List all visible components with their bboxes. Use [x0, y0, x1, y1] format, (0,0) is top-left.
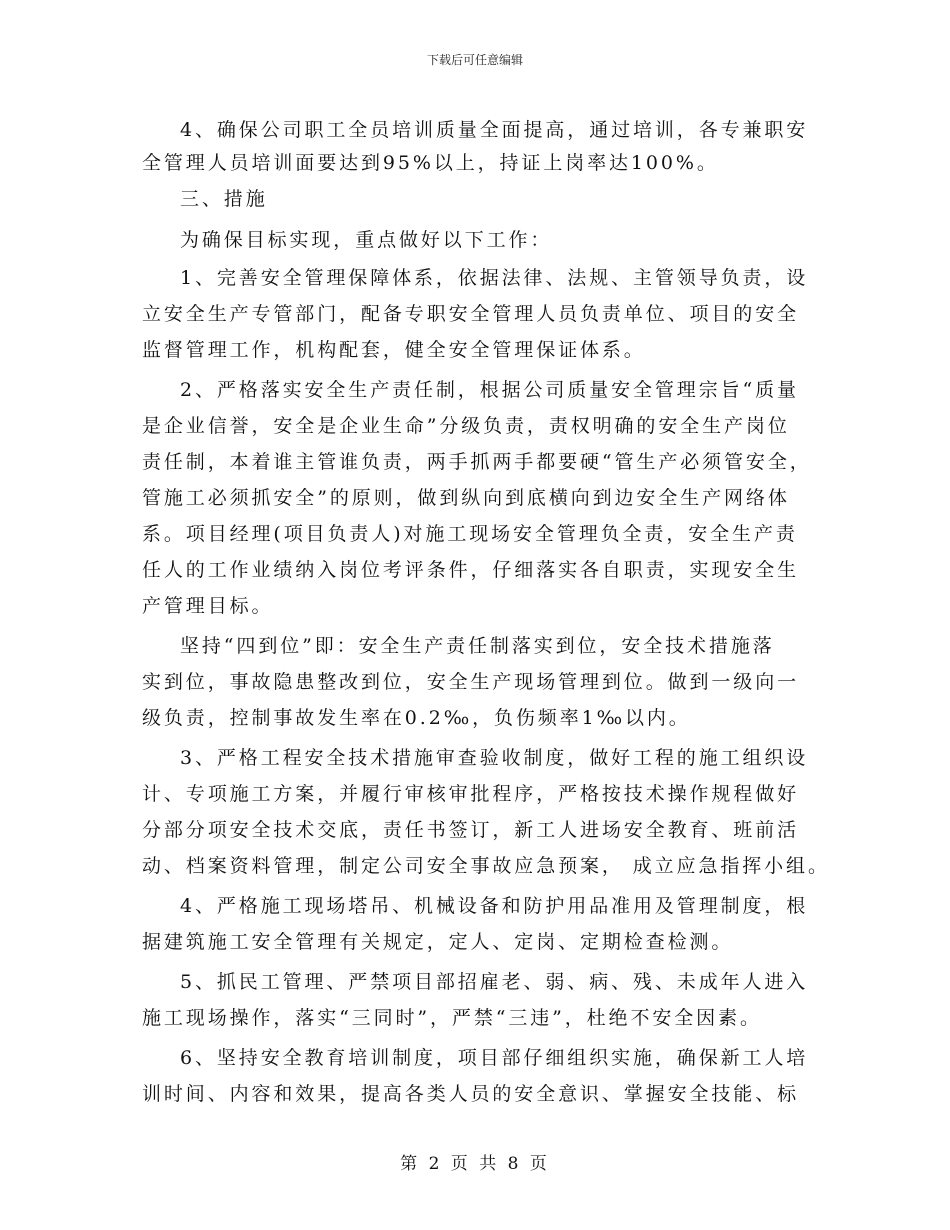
- paragraph-line: 2、严格落实安全生产责任制，根据公司质量安全管理宗旨“质量: [180, 379, 799, 401]
- paragraph-line: 4、确保公司职工全员培训质量全面提高，通过培训，各专兼职安: [180, 119, 809, 141]
- paragraph-line: 责任制，本着谁主管谁负责，两手抓两手都要硬“管生产必须管安全，: [142, 451, 812, 473]
- paragraph-line: 级负责，控制事故发生率在0.2‰，负伤频率1‰以内。: [142, 707, 691, 729]
- paragraph-line: 4、严格施工现场塔吊、机械设备和防护用品准用及管理制度，根: [180, 895, 809, 917]
- paragraph-line: 据建筑施工安全管理有关规定，定人、定岗、定期检查检测。: [142, 931, 734, 953]
- paragraph-line: 训时间、内容和效果，提高各类人员的安全意识、掌握安全技能、标: [142, 1083, 800, 1105]
- paragraph-line: 计、专项施工方案，并履行审核审批程序，严格按技术操作规程做好: [142, 783, 800, 805]
- paragraph-line: 产管理目标。: [142, 595, 274, 617]
- paragraph-line: 是企业信誉，安全是企业生命”分级负责，责权明确的安全生产岗位: [142, 415, 790, 437]
- paragraph-line: 1、完善安全管理保障体系，依据法律、法规、主管领导负责，设: [180, 267, 809, 289]
- page-header: 下载后可任意编辑: [426, 53, 523, 67]
- paragraph-line: 5、抓民工管理、严禁项目部招雇老、弱、病、残、未成年人进入: [180, 971, 809, 993]
- paragraph-line: 为确保目标实现，重点做好以下工作：: [180, 229, 553, 251]
- paragraph-line: 施工现场操作，落实“三同时”，严禁“三违”，杜绝不安全因素。: [142, 1007, 762, 1029]
- paragraph-line: 系。项目经理(项目负责人)对施工现场安全管理负全责，安全生产责: [142, 523, 798, 545]
- paragraph-line: 动、档案资料管理，制定公司安全事故应急预案， 成立应急指挥小组。: [142, 855, 830, 877]
- paragraph-line: 分部分项安全技术交底，责任书签订，新工人进场安全教育、班前活: [142, 819, 800, 841]
- paragraph-line: 实到位，事故隐患整改到位，安全生产现场管理到位。做到一级向一: [142, 671, 800, 693]
- paragraph-line: 监督管理工作，机构配套，健全安全管理保证体系。: [142, 339, 646, 361]
- paragraph-line: 全管理人员培训面要达到95%以上，持证上岗率达100%。: [142, 152, 719, 174]
- paragraph-line: 管施工必须抓安全”的原则，做到纵向到底横向到边安全生产网络体: [142, 487, 790, 509]
- paragraph-line: 6、坚持安全教育培训制度，项目部仔细组织实施，确保新工人培: [180, 1047, 809, 1069]
- page-number-footer: 第 2 页 共 8 页: [400, 1154, 550, 1174]
- paragraph-line: 任人的工作业绩纳入岗位考评条件，仔细落实各自职责，实现安全生: [142, 559, 800, 581]
- section-heading: 三、措施: [180, 188, 268, 210]
- paragraph-line: 坚持“四到位”即：安全生产责任制落实到位，安全技术措施落: [180, 635, 775, 657]
- paragraph-line: 3、严格工程安全技术措施审查验收制度，做好工程的施工组织设: [180, 747, 809, 769]
- paragraph-line: 立安全生产专管部门，配备专职安全管理人员负责单位、项目的安全: [142, 303, 800, 325]
